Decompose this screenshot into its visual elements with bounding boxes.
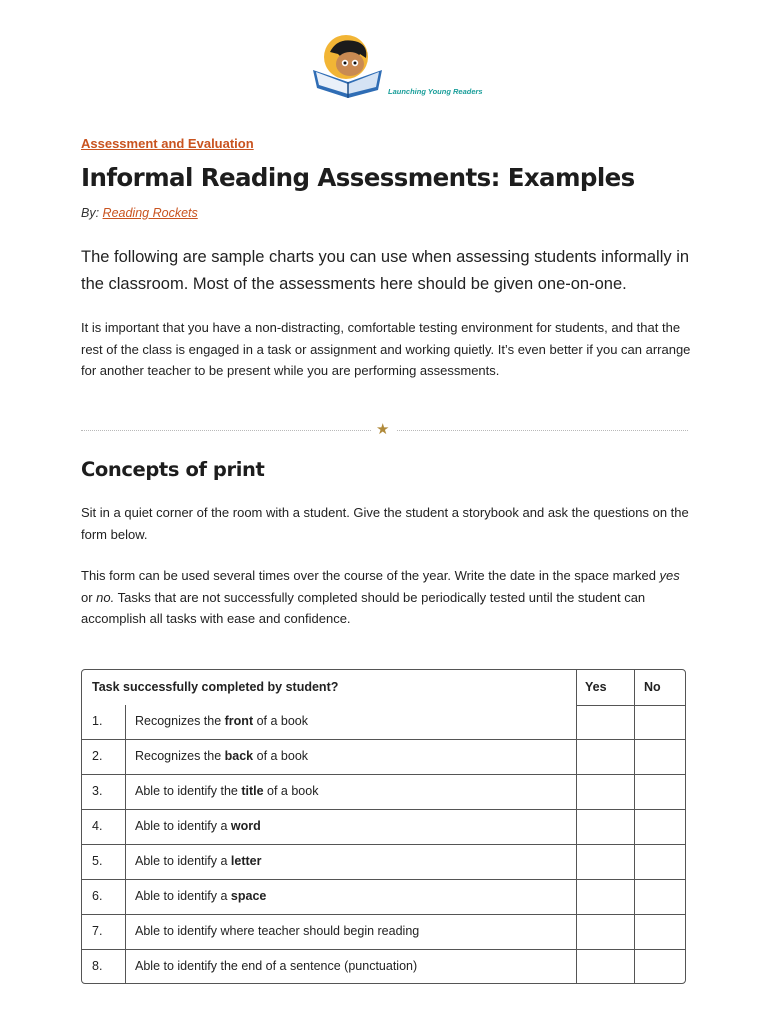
table-row bbox=[82, 809, 685, 844]
paragraph-environment: It is important that you have a non-distracting, comfortable testing environment for students, and that the rest of the class is engaged in a task or assignment and working quietly. It’s even better if you can arrange for another teacher to be present while you are performing assessments. bbox=[81, 320, 691, 378]
divider-line-left bbox=[81, 430, 371, 431]
concepts-of-print-table bbox=[81, 669, 686, 984]
row-task-post: of a book bbox=[263, 783, 319, 798]
word-or: or bbox=[81, 589, 97, 605]
row-yes-cell[interactable] bbox=[577, 879, 634, 914]
lead-paragraph: The following are sample charts you can use when assessing students informally in the classroom. Most of the assessments here should be given one-on-one. bbox=[81, 248, 690, 293]
table-row bbox=[82, 739, 685, 774]
row-number: 3. bbox=[92, 783, 103, 798]
row-number: 1. bbox=[92, 714, 103, 728]
word-no: no. bbox=[96, 589, 115, 605]
row-yes-cell[interactable] bbox=[577, 705, 634, 739]
row-task-pre: Able to identify a bbox=[135, 818, 231, 833]
row-task-bold: space bbox=[230, 888, 267, 903]
row-no-cell[interactable] bbox=[635, 705, 686, 739]
byline bbox=[81, 206, 198, 220]
row-yes-cell[interactable] bbox=[577, 809, 634, 844]
row-number: 2. bbox=[92, 748, 103, 763]
paragraph-form-usage-part2: Tasks that are not successfully completed should be periodically tested until the student can accomplish all tasks with ease and confidence. bbox=[81, 589, 646, 626]
row-task-text bbox=[135, 889, 266, 903]
row-task-bold: letter bbox=[230, 853, 262, 868]
row-divider bbox=[82, 739, 685, 740]
table-row bbox=[82, 705, 685, 739]
reading-boy-logo-icon bbox=[308, 30, 388, 100]
row-divider bbox=[82, 879, 685, 880]
section-divider bbox=[81, 422, 688, 438]
row-task-bold: title bbox=[241, 783, 264, 798]
row-task-pre: Able to identify a bbox=[135, 888, 231, 903]
row-task-bold: word bbox=[230, 818, 261, 833]
paragraph-instructions: Sit in a quiet corner of the room with a student. Give the student a storybook and ask the questions on the form below. bbox=[81, 505, 689, 542]
header-divider bbox=[576, 705, 686, 706]
page-title: Informal Reading Assessments: Examples bbox=[81, 163, 635, 192]
table-header-row bbox=[82, 670, 685, 705]
row-task-bold: front bbox=[224, 714, 254, 728]
row-yes-cell[interactable] bbox=[577, 739, 634, 774]
logo-tagline: Launching Young Readers bbox=[388, 87, 483, 96]
row-task-pre: Able to identify the bbox=[135, 783, 242, 798]
row-task-pre: Able to identify the end of a sentence (punctuation) bbox=[135, 959, 418, 973]
header-no: No bbox=[644, 680, 661, 694]
row-divider bbox=[82, 914, 685, 915]
table-row bbox=[82, 774, 685, 809]
table-row bbox=[82, 949, 685, 984]
row-no-cell[interactable] bbox=[635, 914, 686, 949]
row-yes-cell[interactable] bbox=[577, 844, 634, 879]
row-task-bold: back bbox=[224, 748, 254, 763]
row-task-pre: Able to identify where teacher should begin reading bbox=[135, 923, 420, 938]
table-row bbox=[82, 844, 685, 879]
row-yes-cell[interactable] bbox=[577, 774, 634, 809]
row-no-cell[interactable] bbox=[635, 844, 686, 879]
paragraph-form-usage-part1: This form can be used several times over the course of the year. Write the date in the space marked bbox=[81, 568, 660, 583]
row-task-text bbox=[135, 959, 417, 973]
table-row bbox=[82, 879, 685, 914]
row-task-pre: Recognizes the bbox=[135, 714, 225, 728]
row-no-cell[interactable] bbox=[635, 879, 686, 914]
row-divider bbox=[82, 844, 685, 845]
paragraph-form-usage bbox=[81, 565, 693, 630]
table-row bbox=[82, 914, 685, 949]
row-task-text bbox=[135, 714, 308, 728]
row-task-text bbox=[135, 749, 308, 763]
row-task-pre: Able to identify a bbox=[135, 853, 231, 868]
row-number: 6. bbox=[92, 888, 103, 903]
row-task-post: of a book bbox=[253, 714, 309, 728]
row-task-text bbox=[135, 819, 261, 833]
section-heading: Concepts of print bbox=[81, 458, 265, 481]
row-task-pre: Recognizes the bbox=[135, 748, 225, 763]
row-task-post: of a book bbox=[253, 748, 309, 763]
row-no-cell[interactable] bbox=[635, 739, 686, 774]
byline-prefix: By: bbox=[81, 206, 100, 220]
row-divider bbox=[82, 809, 685, 810]
row-divider bbox=[82, 949, 685, 950]
category-link[interactable]: Assessment and Evaluation bbox=[81, 136, 254, 151]
row-number: 7. bbox=[92, 923, 103, 938]
row-no-cell[interactable] bbox=[635, 809, 686, 844]
star-icon: ★ bbox=[376, 420, 390, 438]
row-task-text bbox=[135, 784, 318, 798]
author-link[interactable]: Reading Rockets bbox=[102, 206, 198, 220]
row-no-cell[interactable] bbox=[635, 949, 686, 984]
row-number: 5. bbox=[92, 853, 103, 868]
row-yes-cell[interactable] bbox=[577, 949, 634, 984]
row-number: 4. bbox=[92, 818, 103, 833]
divider-line-right bbox=[397, 430, 688, 431]
row-number: 8. bbox=[92, 959, 103, 973]
header-task: Task successfully completed by student? bbox=[92, 680, 339, 694]
row-yes-cell[interactable] bbox=[577, 914, 634, 949]
row-no-cell[interactable] bbox=[635, 774, 686, 809]
row-divider bbox=[82, 774, 685, 775]
row-task-text bbox=[135, 924, 419, 938]
word-yes: yes bbox=[659, 568, 680, 583]
site-logo[interactable] bbox=[308, 30, 488, 100]
row-task-text bbox=[135, 854, 261, 868]
header-yes: Yes bbox=[585, 680, 607, 694]
